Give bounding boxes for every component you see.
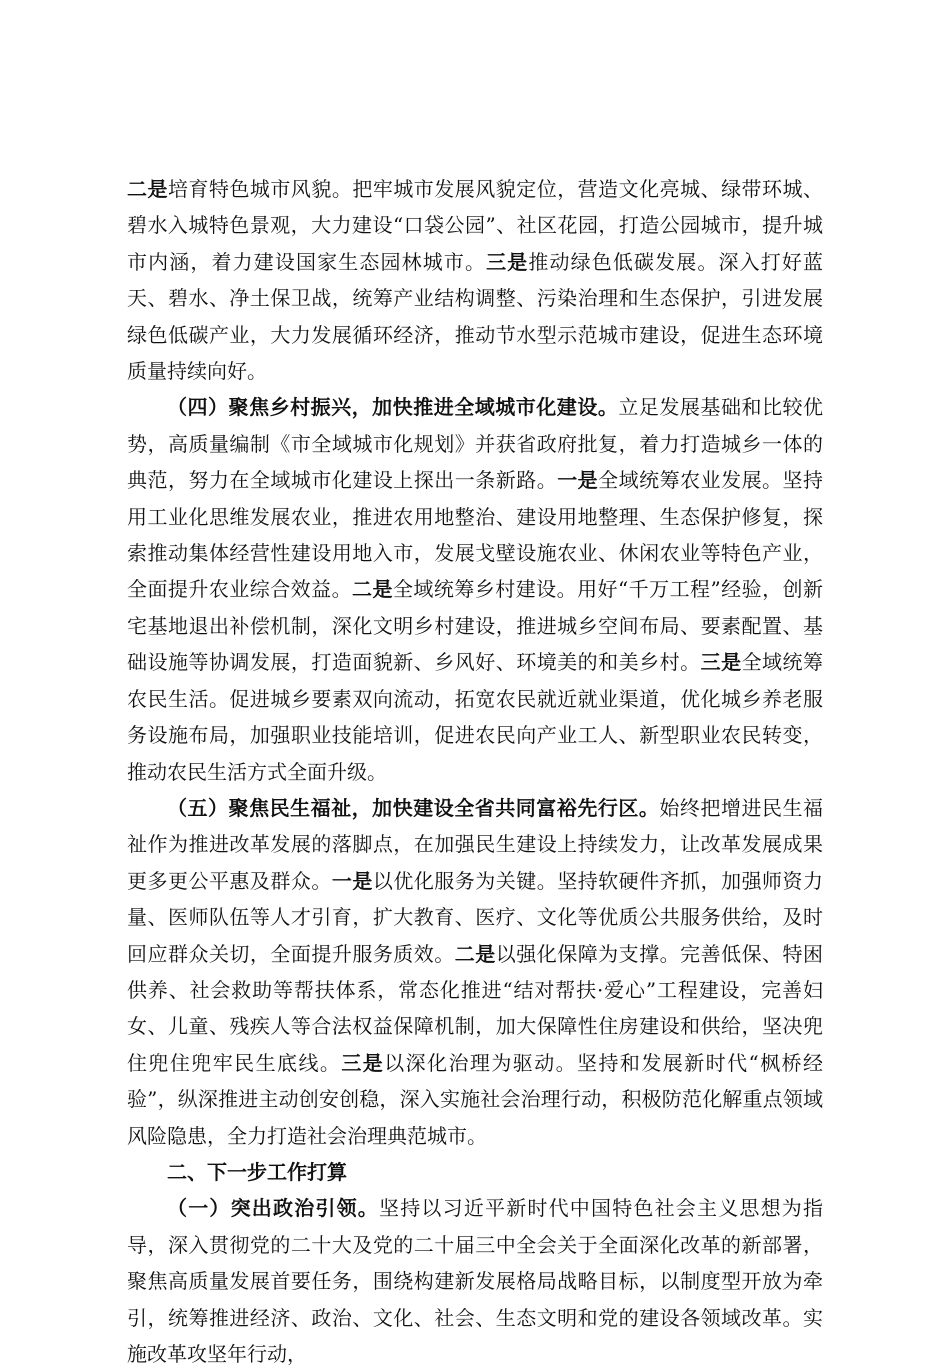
- item-marker: 三是: [341, 1050, 385, 1075]
- paragraph-rural-revitalization: [127, 389, 823, 789]
- paragraph-text: 以深化治理为驱动。坚持和发展新时代“枫桥经验”，纵深推进主动创安创稳，深入实施社会治理行动，积极防范化解重点领域风险隐患，全力打造社会治理典范城市。: [127, 1050, 824, 1148]
- paragraph-text: 全域统筹农民生活。促进城乡要素双向流动，拓宽农民就近就业渠道，优化城乡养老服务设施布局，加强职业技能培训，促进农民向产业工人、新型职业农民转变，推动农民生活方式全面升级。: [127, 650, 824, 784]
- paragraph-text: 始终把增进民生福祉作为推进改革发展的落脚点，在加强民生建设上持续发力，让改革发展成果更多更公平惠及群众。: [127, 795, 824, 893]
- item-marker: 一是: [331, 868, 373, 893]
- paragraph-text: 全域统筹乡村建设。用好“千万工程”经验，创新宅基地退出补偿机制，深化文明乡村建设，推进城乡空间布局、要素配置、基础设施等协调发展，打造面貌新、乡风好、环境美的和美乡村。: [127, 577, 824, 675]
- section-heading: （五）聚焦民生福祉，加快建设全省共同富裕先行区。: [167, 795, 660, 820]
- paragraph-text: 全域统筹农业发展。坚持用工业化思维发展农业，推进农用地整治、建设用地整理、生态保护修复，探索推动集体经营性建设用地入市，发展戈壁设施农业、休闲农业等特色产业，全面提升农业综合效益。: [127, 468, 824, 602]
- paragraph-text: 立足发展基础和比较优势，高质量编制《市全域城市化规划》并获省政府批复，着力打造城乡一体的典范，努力在全域城市化建设上探出一条新路。: [127, 395, 824, 493]
- item-marker: 一是: [557, 468, 599, 493]
- document-body: [127, 171, 823, 1372]
- section-title-next-steps: [127, 1154, 823, 1190]
- paragraph-livelihood: [127, 790, 823, 1154]
- item-marker: 二是: [352, 577, 393, 602]
- item-marker: 二是: [454, 941, 496, 966]
- paragraph-city-style: [127, 171, 823, 389]
- paragraph-political-guidance: [127, 1190, 823, 1372]
- paragraph-text: 以强化保障为支撑。完善低保、特困供养、社会救助等帮扶体系，常态化推进“结对帮扶·爱心”工程建设，完善妇女、儿童、残疾人等合法权益保障机制，加大保障性住房建设和供给，坚决兜住兜住兜牢民生底线。: [127, 941, 824, 1075]
- paragraph-text: 坚持以习近平新时代中国特色社会主义思想为指导，深入贯彻党的二十大及党的二十届三中全会关于全面深化改革的新部署，聚焦高质量发展首要任务，围绕构建新发展格局战略目标，以制度型开放为牵引，统筹推进经济、政治、文化、社会、生态文明和党的建设各领域改革。实施改革攻坚年行动，: [127, 1196, 823, 1366]
- paragraph-text: 以优化服务为关键。坚持软硬件齐抓，加强师资力量、医师队伍等人才引育，扩大教育、医疗、文化等优质公共服务供给，及时回应群众关切，全面提升服务质效。: [127, 868, 824, 966]
- item-marker: 二是: [127, 177, 168, 201]
- item-marker: 三是: [486, 249, 529, 274]
- section-heading: 二、下一步工作打算: [167, 1159, 347, 1184]
- paragraph-text: 培育特色城市风貌。把牢城市发展风貌定位，营造文化亮城、绿带环城、碧水入城特色景观，大力建设“口袋公园”、社区花园，打造公园城市，提升城市内涵，着力建设国家生态园林城市。: [127, 177, 824, 274]
- section-heading: （一）突出政治引领。: [167, 1196, 379, 1221]
- section-heading: （四）聚焦乡村振兴，加快推进全域城市化建设。: [167, 395, 619, 420]
- item-marker: 三是: [700, 650, 742, 675]
- paragraph-text: 推动绿色低碳发展。深入打好蓝天、碧水、净土保卫战，统筹产业结构调整、污染治理和生态保护，引进发展绿色低碳产业，大力发展循环经济，推动节水型示范城市建设，促进生态环境质量持续向好。: [127, 249, 823, 384]
